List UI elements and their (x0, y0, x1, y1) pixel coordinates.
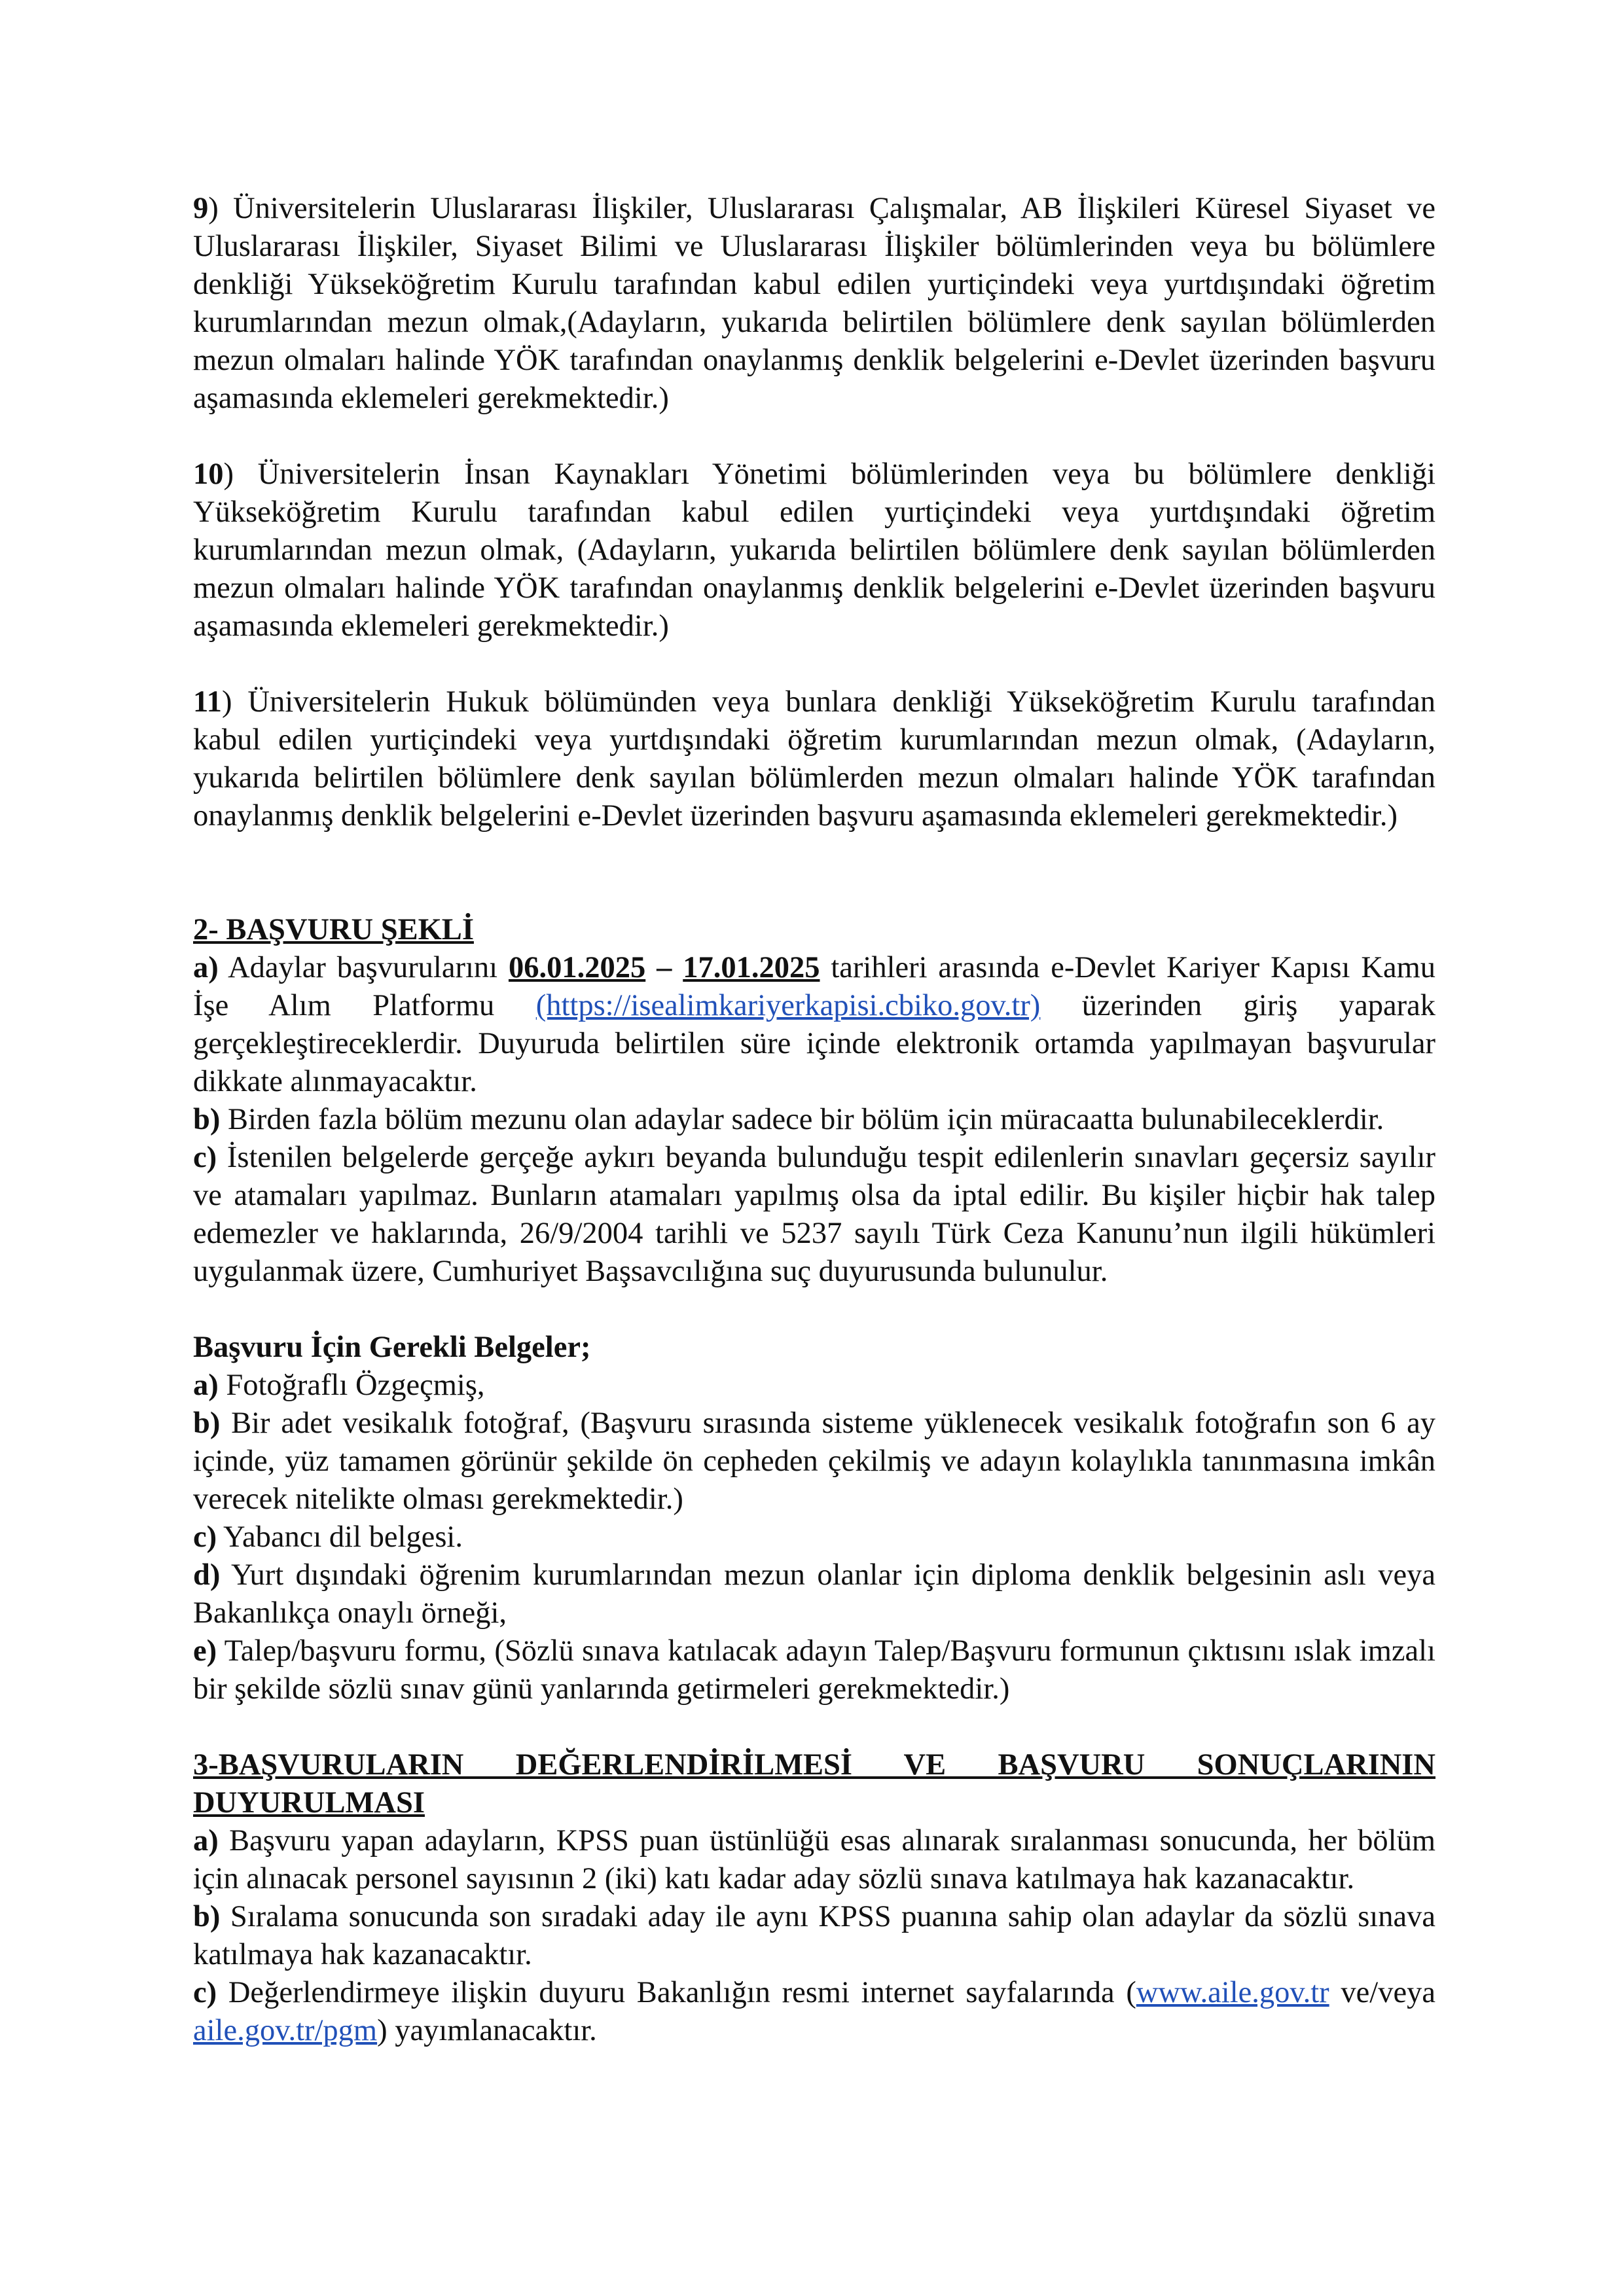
item-label: a) (193, 1369, 219, 1402)
item-text: İstenilen belgelerde gerçeğe aykırı beyanda bulunduğu tespit edilenlerin sınavları geçersiz sayılır ve atamaları yapılmaz. Bunların atamaları yapılmış olsa da iptal edilir. Bu kişiler hiçbir hak talep edemezler ve haklarında, 26/9/2004 tarihli ve 5237 sayılı Türk Ceza Kanunu’nun ilgili hükümleri uygulanmak üzere, Cumhuriyet Başsavcılığına suç duyurusunda bulunulur. (193, 1141, 1435, 1288)
item-text: üzerinden giriş yaparak gerçekleştireceklerdir. Duyuruda belirtilen süre içinde elektronik ortamda yapılmayan başvurular dikkate alınmayacaktır. (193, 989, 1435, 1098)
evaluation-item-b (193, 1898, 1435, 1974)
item-label: a) (193, 1824, 219, 1857)
item-text: Sıralama sonucunda son sıradaki aday ile aynı KPSS puanına sahip olan adaylar da sözlü sınava katılmaya hak kazanacaktır. (193, 1900, 1435, 1971)
document-item-c (193, 1518, 1435, 1556)
requirement-item-9 (193, 190, 1435, 418)
pgm-website-link[interactable]: aile.gov.tr/pgm (193, 2014, 378, 2047)
document-item-e (193, 1632, 1435, 1708)
evaluation-item-c (193, 1974, 1435, 2050)
item-text: Fotoğraflı Özgeçmiş, (218, 1369, 485, 1402)
item-number: 11 (193, 685, 222, 719)
date-dash: – (645, 951, 683, 984)
item-text: ve/veya (1329, 1976, 1435, 2009)
start-date: 06.01.2025 (508, 951, 646, 984)
item-text: Yurt dışındaki öğrenim kurumlarından mezun olanlar için diploma denklik belgesinin aslı veya Bakanlıkça onaylı örneği, (193, 1558, 1435, 1630)
item-label: c) (193, 1976, 217, 2009)
application-item-b (193, 1101, 1435, 1139)
item-text: Talep/başvuru formu, (Sözlü sınava katılacak adayın Talep/Başvuru formunun çıktısını ıslak imzalı bir şekilde sözlü sınav günü yanlarında getirmeleri gerekmektedir.) (193, 1634, 1435, 1706)
item-text: Yabancı dil belgesi. (217, 1520, 463, 1554)
section-heading-evaluation: 3-BAŞVURULARIN DEĞERLENDİRİLMESİ VE BAŞVURU SONUÇLARININ (193, 1748, 1435, 1782)
item-text: ) Üniversitelerin Hukuk bölümünden veya bunlara denkliği Yükseköğretim Kurulu tarafından kabul edilen yurtiçindeki veya yurtdışındaki öğretim kurumlarından mezun olmak, (Adayların, yukarıda belirtilen bölümlere denk sayılan bölümlerden mezun olmaları halinde YÖK tarafından onaylanmış denklik belgelerini e-Devlet üzerinden başvuru aşamasında eklemeleri gerekmektedir.) (193, 685, 1435, 833)
item-text: ) Üniversitelerin Uluslararası İlişkiler, Uluslararası Çalışmalar, AB İlişkileri Küresel Siyaset ve Uluslararası İlişkiler, Siyaset Bilimi ve Uluslararası İlişkiler bölümlerinden veya bu bölümlere denkliği Yükseköğretim Kurulu tarafından kabul edilen yurtiçindeki veya yurtdışındaki öğretim kurumlarından mezun olmak,(Adayların, yukarıda belirtilen bölümlere denk sayılan bölümlerden mezun olmaları halinde YÖK tarafından onaylanmış denklik belgelerini e-Devlet üzerinden başvuru aşamasında eklemeleri gerekmektedir.) (193, 192, 1435, 415)
item-text: Başvuru yapan adayların, KPSS puan üstünlüğü esas alınarak sıralanması sonucunda, her bölüm için alınacak personel sayısının 2 (iki) katı kadar aday sözlü sınava katılmaya hak kazanacaktır. (193, 1824, 1435, 1895)
section-heading-application: 2- BAŞVURU ŞEKLİ (193, 913, 474, 946)
ministry-website-link[interactable]: www.aile.gov.tr (1136, 1976, 1329, 2009)
item-text: ) Üniversitelerin İnsan Kaynakları Yönetimi bölümlerinden veya bu bölümlere denkliği Yükseköğretim Kurulu tarafından kabul edilen yurtiçindeki veya yurtdışındaki öğretim kurumlarından mezun olmak, (Adayların, yukarıda belirtilen bölümlere denk sayılan bölümlerden mezun olmaları halinde YÖK tarafından onaylanmış denklik belgelerini e-Devlet üzerinden başvuru aşamasında eklemeleri gerekmektedir.) (193, 457, 1435, 643)
item-text: ) yayımlanacaktır. (377, 2014, 597, 2047)
item-label: c) (193, 1141, 217, 1174)
item-number: 10 (193, 457, 224, 491)
item-label: b) (193, 1407, 221, 1440)
evaluation-item-a (193, 1822, 1435, 1898)
item-number: 9 (193, 192, 209, 225)
item-text: Adaylar başvurularını (218, 951, 509, 984)
item-label: b) (193, 1103, 221, 1136)
document-item-a (193, 1367, 1435, 1405)
section-heading-evaluation-line2: DUYURULMASI (193, 1786, 425, 1820)
document-item-b (193, 1405, 1435, 1518)
item-text: Bir adet vesikalık fotoğraf, (Başvuru sırasında sisteme yüklenecek vesikalık fotoğrafın son 6 ay içinde, yüz tamamen görünür şekilde ön cepheden çekilmiş ve adayın kolaylıkla tanınmasına imkân verecek nitelikte olması gerekmektedir.) (193, 1407, 1435, 1516)
item-text: tarihleri arasında e-Devlet Kariyer Kapısı Kamu İşe Alım Platformu (193, 951, 1435, 1022)
application-item-c (193, 1139, 1435, 1291)
document-page (193, 190, 1435, 2050)
item-text: Değerlendirmeye ilişkin duyuru Bakanlığın resmi internet sayfalarında ( (217, 1976, 1136, 2009)
requirement-item-11 (193, 683, 1435, 835)
requirement-item-10 (193, 456, 1435, 645)
end-date: 17.01.2025 (683, 951, 820, 984)
item-text: Birden fazla bölüm mezunu olan adaylar sadece bir bölüm için müracaatta bulunabileceklerdir. (220, 1103, 1384, 1136)
document-item-d (193, 1556, 1435, 1632)
item-label: e) (193, 1634, 217, 1668)
item-label: b) (193, 1900, 221, 1933)
item-label: d) (193, 1558, 221, 1592)
item-label: c) (193, 1520, 217, 1554)
application-item-a (193, 949, 1435, 1101)
required-documents-heading: Başvuru İçin Gerekli Belgeler; (193, 1331, 591, 1364)
item-label: a) (193, 951, 219, 984)
application-platform-link[interactable]: (https://isealimkariyerkapisi.cbiko.gov.tr) (535, 989, 1041, 1022)
